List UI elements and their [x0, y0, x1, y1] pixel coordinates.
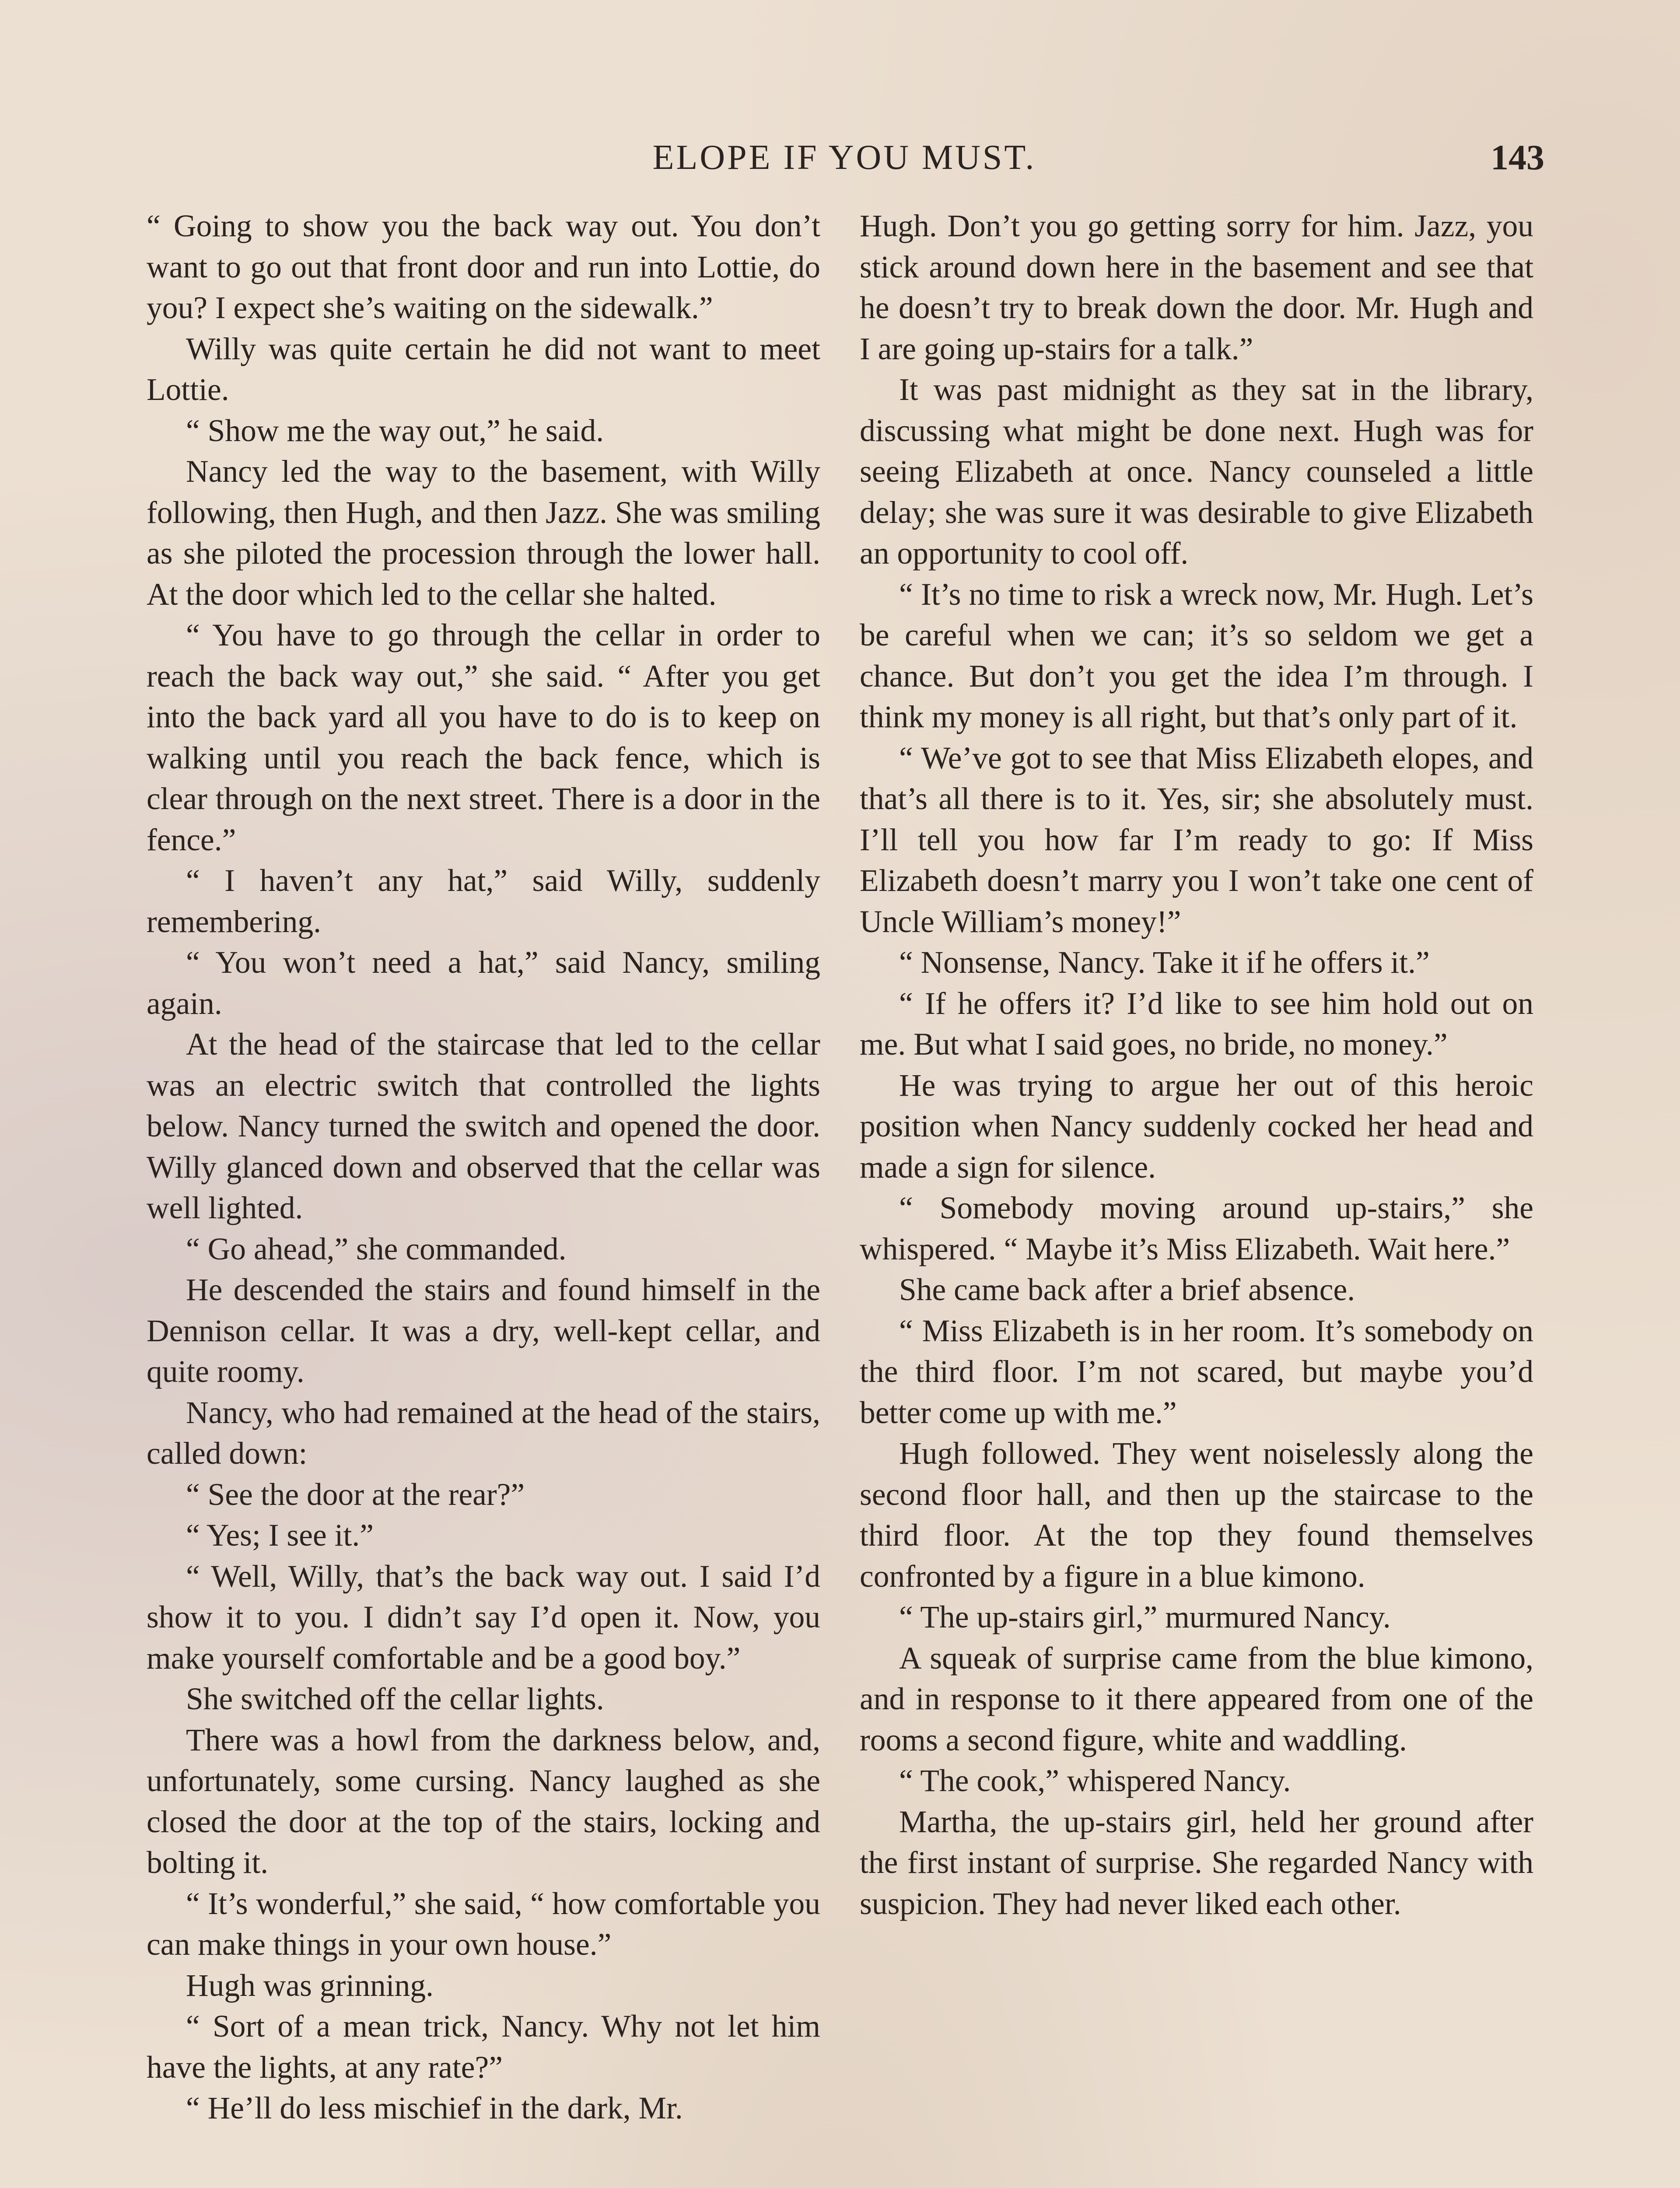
paragraph: At the head of the staircase that led to the cellar was an electric switch that controlled the lights below. Nancy turned the switch and opened the door. Willy glanced down and observed that the cellar was well lighted.	[147, 1027, 820, 1225]
paragraph: “ We’ve got to see that Miss Elizabeth elopes, and that’s all there is to it. Yes, sir; she absolutely must. I’ll tell you how far I’m ready to go: If Miss Elizabeth doesn’t marry you I won’t take one cent of Uncle William’s money!”	[860, 740, 1533, 939]
paragraph: “ Somebody moving around up-stairs,” she whispered. “ Maybe it’s Miss Elizabeth. Wait here.”	[860, 1191, 1533, 1266]
paragraph: She switched off the cellar lights.	[186, 1682, 604, 1716]
paragraph: “ Going to show you the back way out. You don’t want to go out that front door and run into Lottie, do you? I expect she’s waiting on the sidewalk.”	[147, 209, 820, 325]
paragraph: “ Well, Willy, that’s the back way out. I said I’d show it to you. I didn’t say I’d open it. Now, you make yourself comfortable and be a good boy.”	[147, 1559, 820, 1676]
paragraph: She came back after a brief absence.	[899, 1273, 1355, 1307]
paragraph: “ Show me the way out,” he said.	[186, 413, 604, 448]
paragraph: “ Sort of a mean trick, Nancy. Why not let him have the lights, at any rate?”	[147, 2009, 820, 2085]
paragraph: There was a howl from the darkness below, and, unfortunately, some cursing. Nancy laughed as she closed the door at the top of the stairs, locking and bolting it.	[147, 1722, 820, 1880]
paragraph: Hugh followed. They went noiselessly along the second floor hall, and then up the staircase to the third floor. At the top they found themselves confronted by a figure in a blue kimono.	[860, 1436, 1533, 1594]
paragraph-continuation: Hugh. Don’t you go getting sorry for him. Jazz, you stick around down here in the basement and see that he doesn’t try to break down the door. Mr. Hugh and I are going up-stairs for a talk.”	[860, 209, 1533, 366]
paragraph: “ The cook,” whispered Nancy.	[899, 1764, 1291, 1798]
paragraph: “ He’ll do less mischief in the dark, Mr.	[186, 2091, 683, 2125]
paragraph: “ It’s no time to risk a wreck now, Mr. Hugh. Let’s be careful when we can; it’s so seldom we get a chance. But don’t you get the idea I’m through. I think my money is all right, but that’s only part of it.	[860, 577, 1533, 734]
paragraph: Nancy, who had remained at the head of the stairs, called down:	[147, 1395, 820, 1471]
paragraph: “ Nonsense, Nancy. Take it if he offers it.”	[899, 945, 1430, 980]
left-column	[147, 206, 820, 2129]
paragraph: “ You won’t need a hat,” said Nancy, smiling again.	[147, 945, 820, 1021]
paragraph: He descended the stairs and found himself in the Dennison cellar. It was a dry, well-kept cellar, and quite roomy.	[147, 1273, 820, 1389]
paragraph: It was past midnight as they sat in the library, discussing what might be done next. Hugh was for seeing Elizabeth at once. Nancy counseled a little delay; she was sure it was desirable to give Elizabeth an opportunity to cool off.	[860, 372, 1533, 571]
page-number: 143	[1491, 137, 1544, 177]
right-column	[860, 206, 1533, 1924]
page-header	[144, 131, 1544, 184]
paragraph: “ You have to go through the cellar in order to reach the back way out,” she said. “ After you get into the back yard all you have to do is to keep on walking until you reach the back fence, which is clear through on the next street. There is a door in the fence.”	[147, 618, 820, 857]
paragraph: “ Miss Elizabeth is in her room. It’s somebody on the third floor. I’m not scared, but maybe you’d better come up with me.”	[860, 1313, 1533, 1430]
paragraph: Martha, the up-stairs girl, held her ground after the first instant of surprise. She regarded Nancy with suspicion. They had never liked each other.	[860, 1804, 1533, 1921]
paragraph: “ The up-stairs girl,” murmured Nancy.	[899, 1600, 1391, 1634]
paragraph: “ See the door at the rear?”	[186, 1477, 525, 1512]
paragraph: “ Yes; I see it.”	[186, 1518, 374, 1553]
paragraph: “ Go ahead,” she commanded.	[186, 1231, 567, 1266]
paragraph: Willy was quite certain he did not want to meet Lottie.	[147, 331, 820, 407]
paragraph: Nancy led the way to the basement, with Willy following, then Hugh, and then Jazz. She was smiling as she piloted the procession through the lower hall. At the door which led to the cellar she halted.	[147, 454, 820, 612]
paragraph: “ If he offers it? I’d like to see him hold out on me. But what I said goes, no bride, no money.”	[860, 986, 1533, 1062]
paragraph: “ I haven’t any hat,” said Willy, suddenly remembering.	[147, 863, 820, 939]
paragraph: “ It’s wonderful,” she said, “ how comfortable you can make things in your own house.”	[147, 1886, 820, 1962]
paragraph: A squeak of surprise came from the blue kimono, and in response to it there appeared from one of the rooms a second figure, white and waddling.	[860, 1641, 1533, 1757]
paragraph: He was trying to argue her out of this heroic position when Nancy suddenly cocked her head and made a sign for silence.	[860, 1068, 1533, 1185]
paragraph: Hugh was grinning.	[186, 1968, 434, 2003]
running-title: ELOPE IF YOU MUST.	[652, 138, 1036, 177]
